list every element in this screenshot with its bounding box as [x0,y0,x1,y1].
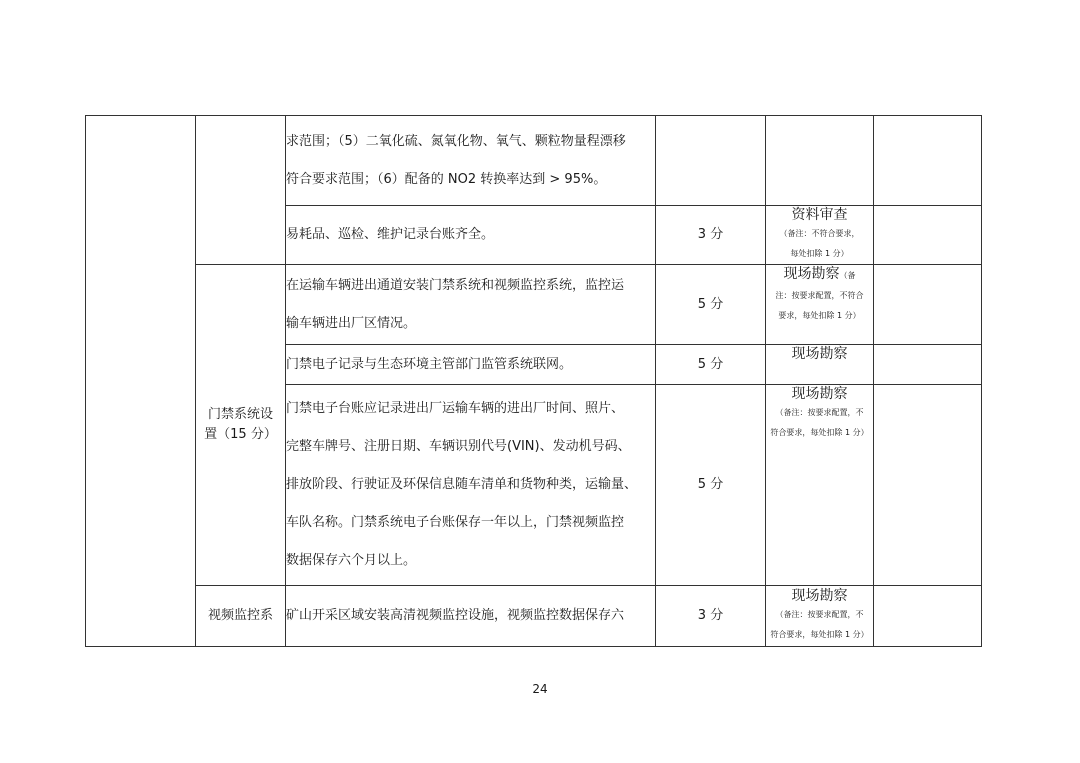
category-access-control [196,265,286,586]
method-cell [766,206,874,265]
content-cell [286,345,656,385]
method-cell [766,586,874,647]
remark-cell [874,385,982,586]
remark-cell [874,206,982,265]
method-title: 现场勘察 [783,266,840,282]
content-line: 车队名称。门禁系统电子台账保存一年以上，门禁视频监控 [286,515,625,530]
method-cell [766,385,874,586]
method-title: 现场勘察 [791,386,848,402]
method-cell [766,345,874,385]
method-title: 现场勘察 [791,346,848,362]
content-line: 门禁电子台账应记录进出厂运输车辆的进出厂时间、照片、 [286,401,625,416]
content-cell [286,385,656,586]
scoring-table [85,115,982,647]
score-cell [656,116,766,206]
content-line: 在运输车辆进出通道安装门禁系统和视频监控系统，监控运 [286,277,625,293]
category-line: 门禁系统设 [207,407,273,422]
score-cell: 3 分 [656,206,766,265]
method-cell [766,116,874,206]
remark-cell [874,345,982,385]
method-note: 要求，每处扣除 1 分） [778,311,861,320]
content-cell [286,206,656,265]
method-cell [766,265,874,345]
score-cell: 5 分 [656,345,766,385]
method-note: （备注：按要求配置，不 [775,610,864,619]
table-row [86,265,982,345]
method-note: （备 [839,271,856,280]
method-note: （备注：不符合要求， [779,229,860,238]
remark-cell [874,586,982,647]
score-cell: 5 分 [656,265,766,345]
table-row [86,116,982,206]
remark-cell [874,265,982,345]
content-line: 输车辆进出厂区情况。 [286,315,417,331]
method-note: 符合要求，每处扣除 1 分） [770,428,869,437]
content-cell [286,586,656,647]
remark-cell [874,116,982,206]
content-cell [286,116,656,206]
category-line: 置（15 分） [204,427,277,442]
score-cell: 5 分 [656,385,766,586]
content-line: 门禁电子记录与生态环境主管部门监管系统联网。 [286,356,573,372]
method-note: 符合要求，每处扣除 1 分） [770,630,869,639]
score-cell: 3 分 [656,586,766,647]
table-row [86,586,982,647]
content-line: 矿山开采区域安装高清视频监控设施，视频监控数据保存六 [286,608,625,623]
category-video-monitoring: 视频监控系 [196,586,286,647]
content-line: 求范围；（5）二氧化硫、氮氧化物、氧气、颗粒物量程漂移 [286,133,626,149]
method-note: （备注：按要求配置，不 [775,408,864,417]
content-line: 排放阶段、行驶证及环保信息随车清单和货物种类，运输量、 [286,477,638,492]
page-number: 24 [532,682,548,696]
content-line: 符合要求范围；（6）配备的 NO2 转换率达到 > 95%。 [286,171,607,187]
content-line: 易耗品、巡检、维护记录台账齐全。 [286,227,495,242]
method-note: 注：按要求配置，不符合 [775,291,864,300]
method-title: 资料审查 [791,207,848,223]
category-cell-empty [196,116,286,265]
content-cell [286,265,656,345]
content-line: 完整车牌号、注册日期、车辆识别代号(VIN)、发动机号码、 [286,439,631,454]
first-column-cell [86,116,196,647]
method-note: 每处扣除 1 分） [790,249,849,258]
content-line: 数据保存六个月以上。 [286,553,417,568]
method-title: 现场勘察 [791,588,848,604]
